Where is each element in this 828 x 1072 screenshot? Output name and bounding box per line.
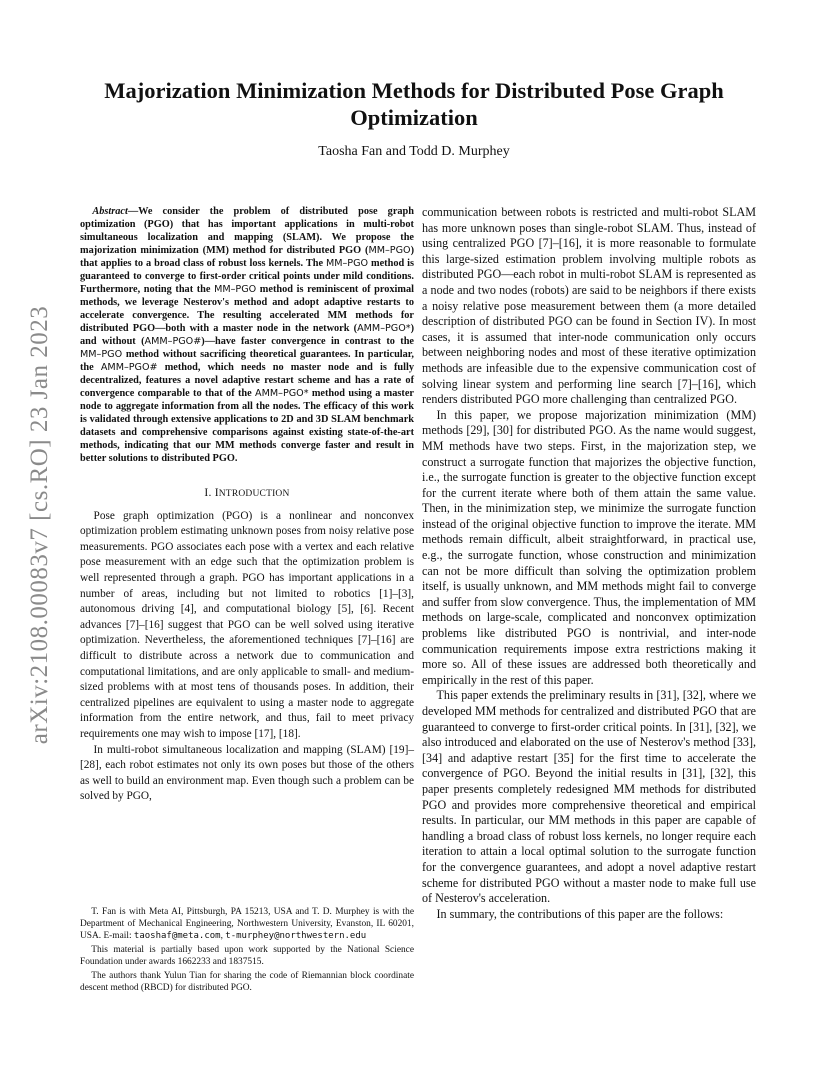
right-paragraph-1: communication between robots is restricted and multi-robot SLAM has more unknown poses than single-robot SLAM. Thus, instead of using centralized PGO [7]–[16], it is more reasonable to formulate this large-sized estimation problem involving multiple robots as distributed PGO—each robot in multi-robot SLAM is represented as a node and two nodes (robots) are said to be neighbors if there exists a noisy relative pose measurement between them (a more detailed description of distributed PGO can be found in Section IV). In most cases, it is assumed that inter-node communication only occurs between neighboring nodes and most of these iterative optimization methods are infeasible due to the expensive communication cost of solving linear system and performing line search [7]–[16], which renders distributed PGO more challenging than centralized PGO. bbox=[422, 205, 756, 407]
abstract bbox=[80, 205, 414, 465]
footnote-acknowledgement: The authors thank Yulun Tian for sharing the code of Riemannian block coordinate descent method (RBCD) for distributed PGO. bbox=[80, 971, 414, 993]
abstract-lead: Abstract bbox=[92, 206, 128, 217]
right-paragraph-3: This paper extends the preliminary results in [31], [32], where we developed MM methods for centralized and distributed PGO that are guaranteed to converge to first-order critical points. In [31], [32], we also introduced and elaborated on the use of Nesterov's method [33], [34] and adaptive restart [35] for the first time to accelerate the convergence of PGO. Beyond the initial results in [31], [32], this paper presents completely redesigned MM methods for distributed PGO and provides more comprehensive theoretical and empirical results. In particular, our MM methods in this paper are capable of handling a broad class of robust loss kernels, no longer require each iteration to attain a local optimal solution to the surrogate function for the convergence guarantees, and adopt a novel adaptive restart scheme for distributed PGO without a master node to make full use of Nesterov's acceleration. bbox=[422, 688, 756, 906]
right-paragraph-2: In this paper, we propose majorization minimization (MM) methods [29], [30] for distributed PGO. As the name would suggest, MM methods have two steps. First, in the majorization step, we construct a surrogate function that majorizes the objective function, i.e., the surrogate function is greater to the objective function except for the current iterate where both of them attain the same value. Then, in the minimization step, we minimize the surrogate function instead of the original objective function to improve the iterate. MM methods remain difficult, albeit straightforward, in practical use, e.g., the surrogate function, whose construction and minimization can not be more difficult than solving the optimization problem itself, is usually unknown, and MM methods might fail to converge and suffer from slow convergence. Thus, the implementation of MM methods on large-scale, complicated and nonconvex optimization problems like distributed PGO is nontrivial, and inter-node communication requirements impose extra restrictions making it more so. All of these issues are addressed both theoretically and empirically in the rest of this paper. bbox=[422, 407, 756, 687]
mmpgo-term: MM–PGO bbox=[80, 349, 123, 360]
mmpgo-term: MM–PGO bbox=[214, 284, 257, 295]
section-cap: I bbox=[214, 486, 219, 499]
mmpgo-term: MM–PGO bbox=[368, 245, 411, 256]
footnotes bbox=[80, 906, 414, 996]
ammsharp-term: AMM–PGO# bbox=[100, 362, 158, 373]
abstract-text-5: ) and without ( bbox=[80, 323, 414, 347]
footnote-affiliation-text: T. Fan is with Meta AI, Pittsburgh, PA 15213, USA and T. D. Murphey is with the Department of Mechanical Engineering, Northwestern University, Evanston, IL 60201, USA. E-mail: bbox=[80, 907, 414, 941]
section-rest: NTRODUCTION bbox=[218, 489, 290, 499]
abstract-text-7: method without sacrificing theoretical guarantees. In particular, the bbox=[80, 349, 414, 373]
intro-paragraph-2: In multi-robot simultaneous localization and mapping (SLAM) [19]–[28], each robot estimates not only its own poses but those of the others as well to build an environment map. Even though such a problem can be solved by PGO, bbox=[80, 743, 414, 803]
footnote-funding: This material is partially based upon work supported by the National Science Foundation under awards 1662233 and 1837515. bbox=[80, 945, 414, 967]
abstract-text-1: —We consider the problem of distributed pose graph optimization (PGO) that has important applications in multi-robot simultaneous localization and mapping (SLAM). We propose the majorization minimization (MM) method for distributed PGO ( bbox=[80, 206, 414, 256]
mmpgo-term: MM–PGO bbox=[325, 258, 369, 269]
ammstar-term: AMM–PGO* bbox=[255, 388, 309, 399]
footnote-affiliation: T. Fan is with Meta AI, Pittsburgh, PA 15213, USA and T. D. Murphey is with the Department of Mechanical Engineering, Northwestern University, Evanston, IL 60201, USA. E-mail: taoshaf@meta.com, t-murphey@northwestern.edu bbox=[80, 907, 414, 941]
section-heading-introduction bbox=[80, 485, 414, 503]
section-number: I. bbox=[204, 486, 215, 499]
ammsharp-term: AMM–PGO# bbox=[144, 336, 202, 347]
paper-title: Majorization Minimization Methods for Distributed Pose Graph Optimization bbox=[104, 78, 724, 130]
left-column bbox=[80, 205, 414, 805]
intro-paragraph-1: Pose graph optimization (PGO) is a nonlinear and nonconvex optimization problem estimating unknown poses from noisy relative pose measurements. PGO associates each pose with a vertex and each relative pose measurement with an edge such that the optimization problem is well represented through a graph. PGO has important applications in a number of areas, including but not limited to robotics [1]–[3], autonomous driving [4], and computational biology [5], [6]. Recent advances [7]–[16] suggest that PGO can be well solved using iterative optimization. Nevertheless, the aforementioned techniques [7]–[16] are difficult to distribute across a network due to communication and computational limitations, and are only applicable to small- and medium-sized problems with at most tens of thousands poses. In addition, their centralized pipelines are equivalent to using a master node to aggregate information from the entire network, and thus, fail to meet privacy requirements one may wish to impose [17], [18]. bbox=[80, 509, 414, 740]
abstract-text-9: method using a master node to aggregate information from all the nodes. The efficacy of this work is validated through extensive applications to 2D and 3D SLAM benchmark datasets and comprehensive comparisons against existing state-of-the-art methods, indicating that our MM methods converge faster and result in better solutions to distributed PGO. bbox=[80, 388, 414, 464]
email-murphey[interactable]: t-murphey@northwestern.edu bbox=[225, 931, 367, 941]
abstract-text-4: method is reminiscent of proximal methods, we leverage Nesterov's method and adopt adaptive restarts to accelerate convergence. The resulting accelerated MM methods for distributed PGO—both with a master node in the network ( bbox=[80, 284, 415, 334]
abstract-text-8: method, which needs no master node and is fully decentralized, features a novel adaptive restart scheme and has a rate of convergence comparable to that of the bbox=[80, 362, 414, 399]
arxiv-stamp bbox=[22, 290, 58, 760]
arxiv-stamp-text: arXiv:2108.00083v7 [cs.RO] 23 Jan 2023 bbox=[26, 305, 53, 745]
ammstar-term: AMM–PGO* bbox=[357, 323, 411, 334]
abstract-text-2: ) that applies to a broad class of robust loss kernels. The bbox=[80, 245, 414, 269]
right-column bbox=[422, 205, 756, 922]
right-paragraph-4: In summary, the contributions of this paper are the follows: bbox=[436, 906, 724, 921]
abstract-text-6: )—have faster convergence in contrast to the bbox=[201, 336, 414, 347]
email-fan[interactable]: taoshaf@meta.com bbox=[133, 931, 221, 941]
paper-authors: Taosha Fan and Todd D. Murphey bbox=[318, 144, 510, 159]
abstract-text-3: method is guaranteed to converge to first-order critical points under mild conditions. Furthermore, noting that the bbox=[80, 258, 414, 295]
